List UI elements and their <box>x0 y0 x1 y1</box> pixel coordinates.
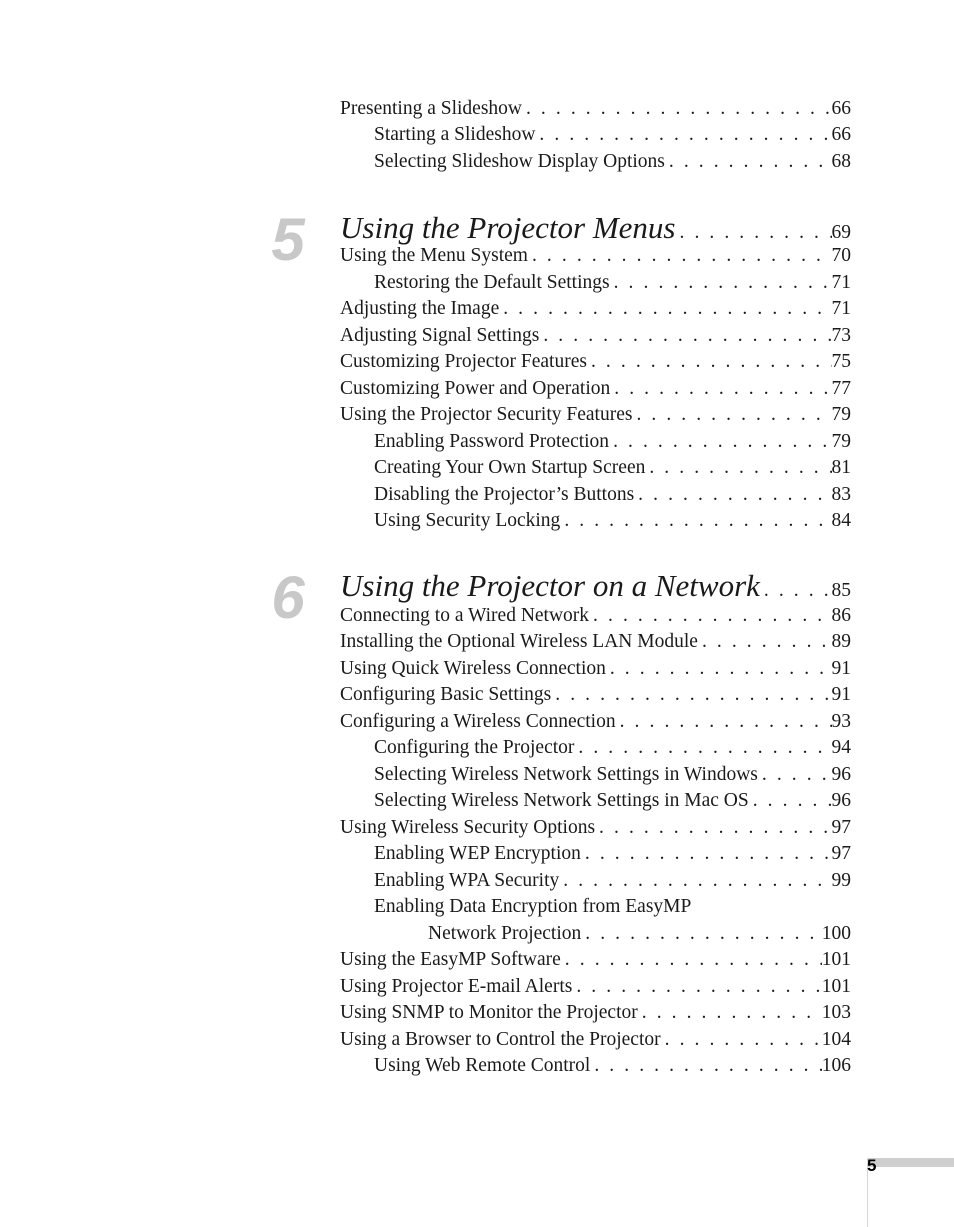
dot-leader <box>638 1000 822 1026</box>
toc-entry-page: 89 <box>831 631 851 652</box>
dot-leader <box>559 868 831 894</box>
toc-entry-page: 66 <box>831 98 851 119</box>
toc-entry-page: 97 <box>831 817 851 838</box>
toc-entry-title: Using Web Remote Control <box>374 1055 591 1076</box>
chapter-number: 6 <box>271 564 305 631</box>
toc-entry-page: 77 <box>831 378 851 399</box>
toc-entry[interactable] <box>340 96 851 122</box>
toc-entry-page: 93 <box>831 711 851 732</box>
toc-entry-title-line1[interactable]: Enabling Data Encryption from EasyMP <box>374 896 692 917</box>
footer-bar <box>868 1158 954 1167</box>
page-number: 5 <box>867 1156 877 1175</box>
toc-entry[interactable] <box>340 974 851 1000</box>
toc-entry-title: Adjusting the Image <box>340 298 500 319</box>
toc-entry-page: 68 <box>831 151 851 172</box>
toc-entry[interactable] <box>374 455 851 481</box>
toc-entry[interactable] <box>374 868 851 894</box>
toc-entry-page: 79 <box>831 431 851 452</box>
toc-entry-title: Using the Projector Security Features <box>340 404 633 425</box>
toc-entry-page: 101 <box>821 949 851 970</box>
toc-entry-page: 84 <box>831 510 851 531</box>
toc-entry-page: 103 <box>821 1002 851 1023</box>
toc-entry-page: 104 <box>821 1029 851 1050</box>
toc-entry[interactable] <box>374 508 851 534</box>
toc-entry-page: 81 <box>831 457 851 478</box>
toc-entry-page: 91 <box>831 684 851 705</box>
dot-leader <box>587 349 832 375</box>
toc-entry-title: Selecting Wireless Network Settings in Windows <box>374 764 758 785</box>
toc-entry[interactable] <box>340 296 851 322</box>
toc-entry-page: 100 <box>821 923 851 944</box>
toc-entry-page: 106 <box>821 1055 851 1076</box>
toc-entry-page: 66 <box>831 124 851 145</box>
toc-entry-title: Customizing Power and Operation <box>340 378 611 399</box>
toc-entry[interactable] <box>374 735 851 761</box>
toc-entry-title: Using Quick Wireless Connection <box>340 658 606 679</box>
toc-entry-page: 86 <box>831 605 851 626</box>
toc-entry[interactable] <box>340 603 851 629</box>
toc-entry-title: Configuring a Wireless Connection <box>340 711 616 732</box>
toc-entry-title: Using Projector E-mail Alerts <box>340 976 573 997</box>
toc-entry[interactable] <box>374 270 851 296</box>
dot-leader <box>590 1053 821 1079</box>
toc-entry[interactable] <box>374 841 851 867</box>
toc-entry-title: Enabling Password Protection <box>374 431 610 452</box>
toc-entry-title: Using Security Locking <box>374 510 561 531</box>
dot-leader <box>581 921 821 947</box>
dot-leader <box>535 122 831 148</box>
toc-entry-title: Installing the Optional Wireless LAN Module <box>340 631 698 652</box>
dot-leader <box>610 376 831 402</box>
toc-entry[interactable] <box>374 429 851 455</box>
toc-entry[interactable] <box>340 323 851 349</box>
toc-entry-title: Restoring the Default Settings <box>374 272 610 293</box>
dot-leader <box>561 947 822 973</box>
toc-entry[interactable] <box>374 1053 851 1079</box>
dot-leader <box>595 815 831 841</box>
toc-entry-page: 101 <box>821 976 851 997</box>
dot-leader <box>499 296 831 322</box>
chapter-page: 69 <box>831 222 851 243</box>
toc-entry[interactable] <box>340 402 851 428</box>
dot-leader <box>522 96 832 122</box>
toc-entry-title: Using the Menu System <box>340 245 528 266</box>
dot-leader <box>632 402 831 428</box>
toc-entry-page: 75 <box>831 351 851 372</box>
dot-leader <box>609 429 831 455</box>
dot-leader <box>661 1027 822 1053</box>
dot-leader <box>616 709 832 735</box>
toc-entry[interactable] <box>340 243 851 269</box>
dot-leader <box>551 682 831 708</box>
toc-entry-page: 96 <box>831 790 851 811</box>
toc-entry-title: Creating Your Own Startup Screen <box>374 457 646 478</box>
toc-entry[interactable] <box>340 629 851 655</box>
toc-entry[interactable] <box>340 815 851 841</box>
dot-leader <box>572 974 821 1000</box>
toc-entry-title: Configuring the Projector <box>374 737 575 758</box>
toc-entry[interactable] <box>374 122 851 148</box>
toc-entry-title: Presenting a Slideshow <box>340 98 522 119</box>
toc-entry[interactable] <box>340 682 851 708</box>
toc-entry[interactable] <box>374 149 851 175</box>
toc-entry[interactable] <box>340 1000 851 1026</box>
toc-entry-page: 94 <box>831 737 851 758</box>
toc-entry-title: Using SNMP to Monitor the Projector <box>340 1002 638 1023</box>
toc-entry[interactable] <box>340 947 851 973</box>
toc-entry[interactable] <box>374 482 851 508</box>
chapter-heading[interactable] <box>340 208 851 248</box>
toc-entry[interactable] <box>428 921 851 947</box>
toc-entry-page: 71 <box>831 272 851 293</box>
dot-leader <box>528 243 832 269</box>
toc-entry-title: Using a Browser to Control the Projector <box>340 1029 661 1050</box>
chapter-page: 85 <box>831 580 851 601</box>
toc-entry[interactable] <box>374 788 851 814</box>
dot-leader <box>560 508 831 534</box>
dot-leader <box>665 149 832 175</box>
dot-leader <box>698 629 832 655</box>
chapter-title: Using the Projector on a Network <box>340 568 760 603</box>
toc-entry-page: 71 <box>831 298 851 319</box>
toc-entry-title: Starting a Slideshow <box>374 124 536 145</box>
toc-entry-title: Enabling WEP Encryption <box>374 843 581 864</box>
toc-entry-title: Network Projection <box>428 923 582 944</box>
dot-leader <box>645 455 831 481</box>
dot-leader <box>610 270 832 296</box>
toc-entry-page: 91 <box>831 658 851 679</box>
toc-entry[interactable] <box>340 376 851 402</box>
chapter-heading[interactable] <box>340 566 851 606</box>
chapter-title: Using the Projector Menus <box>340 210 676 245</box>
toc-entry-page: 70 <box>831 245 851 266</box>
dot-leader <box>581 841 832 867</box>
toc-entry-page: 97 <box>831 843 851 864</box>
toc-entry-page: 79 <box>831 404 851 425</box>
toc-entry[interactable] <box>340 656 851 682</box>
toc-entry-page: 99 <box>831 870 851 891</box>
toc-entry-page: 73 <box>831 325 851 346</box>
toc-entry-page: 96 <box>831 764 851 785</box>
toc-entry-title: Enabling WPA Security <box>374 870 560 891</box>
toc-entry-title: Selecting Wireless Network Settings in Mac OS <box>374 790 749 811</box>
toc-entry-title: Disabling the Projector’s Buttons <box>374 484 635 505</box>
dot-leader <box>606 656 832 682</box>
dot-leader <box>749 788 832 814</box>
toc-entry-title: Selecting Slideshow Display Options <box>374 151 665 172</box>
dot-leader <box>589 603 831 629</box>
dot-leader <box>574 735 831 761</box>
toc-entry[interactable] <box>340 349 851 375</box>
toc-entry-title: Using Wireless Security Options <box>340 817 596 838</box>
toc-entry-title: Configuring Basic Settings <box>340 684 552 705</box>
toc-entry-title: Customizing Projector Features <box>340 351 587 372</box>
toc-entry[interactable] <box>374 762 851 788</box>
chapter-number: 5 <box>271 206 305 273</box>
toc-entry[interactable] <box>340 1027 851 1053</box>
toc-entry-title: Connecting to a Wired Network <box>340 605 590 626</box>
dot-leader <box>539 323 831 349</box>
toc-entry-title: Adjusting Signal Settings <box>340 325 540 346</box>
toc-entry-page: 83 <box>831 484 851 505</box>
toc-entry-title: Using the EasyMP Software <box>340 949 561 970</box>
dot-leader <box>758 762 832 788</box>
toc-entry[interactable] <box>340 709 851 735</box>
dot-leader <box>634 482 831 508</box>
